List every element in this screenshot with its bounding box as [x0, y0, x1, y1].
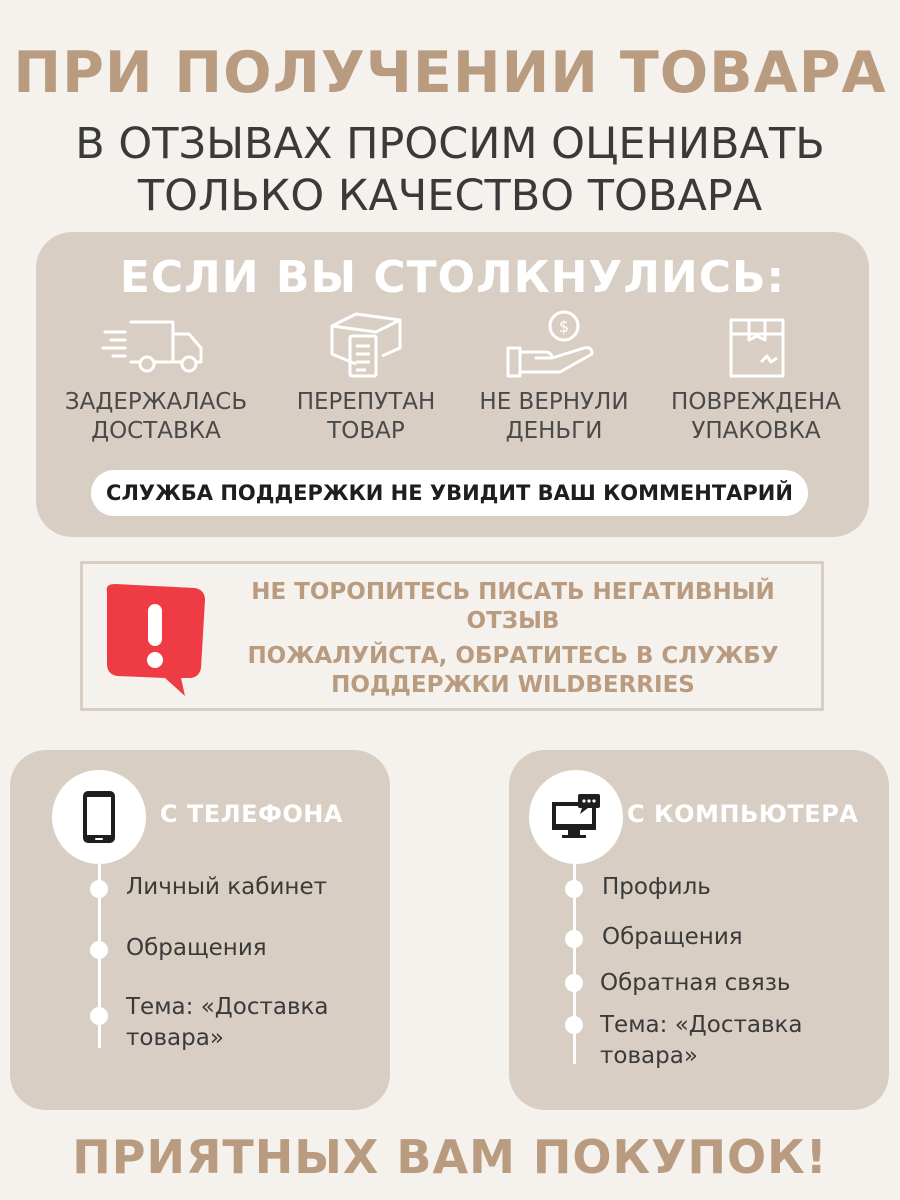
- page-subtitle: [0, 118, 900, 222]
- issue-wrong-item: [266, 310, 466, 446]
- phone-card-title: С ТЕЛЕФОНА: [160, 800, 343, 828]
- computer-icon-circle: [529, 770, 623, 864]
- computer-step-3: Обратная связь: [600, 970, 791, 996]
- issues-panel: [36, 232, 869, 537]
- issue-damaged-package: [656, 310, 856, 446]
- warning-box: [80, 561, 824, 711]
- desktop-chat-icon: [550, 794, 602, 840]
- step-dot: [565, 930, 583, 948]
- hand-money-icon: [504, 310, 604, 380]
- box-checklist-icon: [326, 310, 406, 380]
- damaged-box-icon: [721, 310, 791, 380]
- phone-card: [10, 750, 390, 1110]
- computer-card-title: С КОМПЬЮТЕРА: [627, 800, 859, 828]
- step-dot: [565, 974, 583, 992]
- warning-line-2: ПОЖАЛУЙСТА, ОБРАТИТЕСЬ В СЛУЖБУ ПОДДЕРЖКИ WILDBERRIES: [247, 643, 779, 698]
- phone-step-1: Личный кабинет: [126, 874, 327, 900]
- warning-text: [223, 578, 803, 700]
- exclamation-bubble-icon: [95, 578, 213, 698]
- issue-delayed-delivery: [56, 310, 256, 446]
- issue-no-refund: [454, 310, 654, 446]
- subtitle-line-2: ТОЛЬКО КАЧЕСТВО ТОВАРА: [137, 171, 763, 221]
- step-dot: [90, 1007, 108, 1025]
- issues-heading: ЕСЛИ ВЫ СТОЛКНУЛИСЬ:: [119, 252, 786, 303]
- step-dot: [90, 880, 108, 898]
- subtitle-line-1: В ОТЗЫВАХ ПРОСИМ ОЦЕНИВАТЬ: [75, 119, 825, 169]
- footer-message: ПРИЯТНЫХ ВАМ ПОКУПОК!: [72, 1130, 828, 1184]
- step-dot: [565, 880, 583, 898]
- phone-step-3: Тема: «Доставка товара»: [126, 994, 329, 1051]
- step-dot: [565, 1016, 583, 1034]
- svg-text:$: $: [558, 317, 570, 336]
- warning-line-1: НЕ ТОРОПИТЕСЬ ПИСАТЬ НЕГАТИВНЫЙ ОТЗЫВ: [251, 579, 775, 634]
- phone-step-2: Обращения: [126, 935, 267, 961]
- step-dot: [90, 941, 108, 959]
- issue-label: НЕ ВЕРНУЛИ ДЕНЬГИ: [479, 389, 629, 444]
- computer-card: [509, 750, 889, 1110]
- issue-label: ПЕРЕПУТАН ТОВАР: [296, 389, 436, 444]
- issue-label: ЗАДЕРЖАЛАСЬ ДОСТАВКА: [64, 389, 248, 444]
- delivery-truck-icon: [101, 310, 211, 380]
- issue-label: ПОВРЕЖДЕНА УПАКОВКА: [671, 389, 841, 444]
- smartphone-icon: [81, 789, 117, 845]
- support-note: СЛУЖБА ПОДДЕРЖКИ НЕ УВИДИТ ВАШ КОММЕНТАРИЙ: [91, 470, 808, 516]
- computer-step-1: Профиль: [602, 874, 711, 900]
- computer-step-2: Обращения: [602, 924, 743, 950]
- page-title: ПРИ ПОЛУЧЕНИИ ТОВАРА: [13, 40, 887, 106]
- phone-icon-circle: [52, 770, 146, 864]
- computer-step-4: Тема: «Доставка товара»: [600, 1012, 803, 1069]
